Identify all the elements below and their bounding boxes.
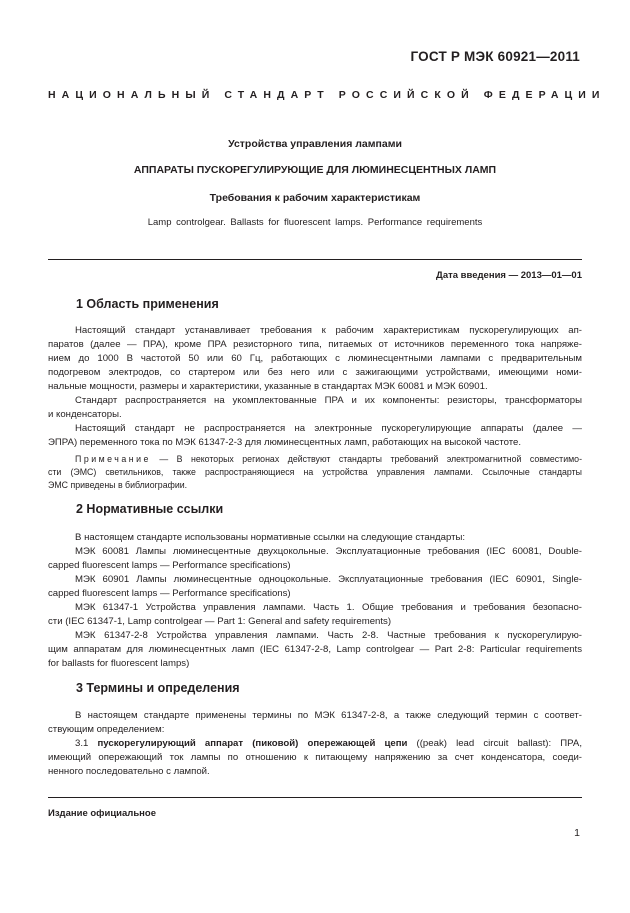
definition-term: пускорегулирующий аппарат (пиковой) опережающей цепи: [97, 738, 408, 749]
text-line: В настоящем стандарте применены термины по МЭК 61347-2-8, а также следующий термин с соответ-: [75, 710, 582, 721]
text-line: for ballasts for fluorescent lamps): [48, 658, 190, 669]
title-english: Lamp controlgear. Ballasts for fluorescent lamps. Performance requirements: [147, 217, 483, 228]
text-line: имеющий опережающий ток лампы по отношению к питающему напряжению за счет конденсатора, соеди-: [48, 752, 582, 763]
note-text: — В некоторых регионах действуют стандарты требований электромагнитной совместимо-: [150, 454, 582, 464]
note-line: [48, 453, 582, 466]
national-standard-banner: НАЦИОНАЛЬНЫЙ СТАНДАРТ РОССИЙСКОЙ ФЕДЕРАЦИИ: [48, 89, 606, 101]
section-3-heading: 3 Термины и определения: [76, 681, 240, 695]
definition-number: 3.1: [75, 738, 98, 749]
text-line: Настоящий стандарт не распространяется на электронные пускорегулирующие аппараты (далее —: [75, 423, 582, 434]
text-line: нальные мощности, размеры и характеристики, указанные в стандартах МЭК 60081 и МЭК 60901.: [48, 381, 488, 392]
text-line: Стандарт распространяется на укомплектованные ПРА и их компоненты: резисторы, трансформаторы: [75, 395, 582, 406]
definition-line: [48, 737, 582, 751]
footer-divider: [48, 797, 582, 798]
section-1-heading: 1 Область применения: [76, 297, 219, 311]
text-line: МЭК 60081 Лампы люминесцентные двухцокольные. Эксплуатационные требования (IEC 60081, Double-: [75, 546, 582, 557]
text-line: ствующим определением:: [48, 724, 165, 735]
text-line: МЭК 61347-2-8 Устройства управления лампами. Часть 2-8. Частные требования к пускорегулирую-: [75, 630, 582, 641]
title-main: АППАРАТЫ ПУСКОРЕГУЛИРУЮЩИЕ ДЛЯ ЛЮМИНЕСЦЕНТНЫХ ЛАМП: [133, 164, 497, 176]
text-line: нием до 1000 В частотой 50 или 60 Гц, работающих с люминесцентными лампами с предварительным: [48, 353, 582, 364]
section-2-heading: 2 Нормативные ссылки: [76, 502, 224, 516]
text-line: ненного последовательно с лампой.: [48, 766, 210, 777]
title-sub: Требования к рабочим характеристикам: [209, 192, 421, 204]
text-line: capped fluorescent lamps — Performance specifications): [48, 588, 291, 599]
text-line: Настоящий стандарт устанавливает требования к рабочим характеристикам пускорегулирующих ап-: [75, 325, 582, 336]
section-1-paragraph-1: [48, 324, 582, 394]
introduction-date: Дата введения — 2013—01—01: [436, 270, 582, 281]
title-group: Устройства управления лампами: [228, 138, 402, 150]
text-line: паратов (далее — ПРА), кроме ПРА резисторного типа, питаемых от источников переменного тока напряже-: [48, 339, 582, 350]
section-1-note: [48, 453, 582, 492]
text-line: ЭПРА) переменного тока по МЭК 61347-2-3 для люминесцентных ламп, работающих на высокой частоте.: [48, 437, 522, 448]
note-label: Примечание: [75, 454, 151, 464]
official-edition-label: Издание официальное: [48, 808, 156, 819]
note-line: ЭМС приведены в библиографии.: [48, 480, 188, 490]
text-line: МЭК 60901 Лампы люминесцентные одноцокольные. Эксплуатационные требования (IEC 60901, Single-: [75, 574, 582, 585]
text-line: подогревом электродов, со стартером или без него или с зажигающими устройствами, имеющими номи-: [48, 367, 582, 378]
text-line: МЭК 61347-1 Устройства управления лампами. Часть 1. Общие требования и требования безопасно-: [75, 602, 582, 613]
top-divider: [48, 259, 582, 260]
text-line: щим аппаратам для люминесцентных ламп (IEC 61347-2-8, Lamp controlgear — Part 2-8: Particular requirements: [48, 644, 582, 655]
text-line: и конденсаторы.: [48, 409, 122, 420]
text-line: сти (IEC 61347-1, Lamp controlgear — Part 1: General and safety requirements): [48, 616, 392, 627]
note-line: сти (ЭМС) светильников, также распространяющиеся на устройства управления лампами. Ссылочные стандарты: [48, 467, 582, 477]
section-3-body: [48, 709, 582, 779]
page-number: 1: [574, 827, 580, 839]
document-id: ГОСТ Р МЭК 60921—2011: [410, 49, 580, 64]
section-1-paragraph-3: [48, 422, 582, 450]
text-line: capped fluorescent lamps — Performance specifications): [48, 560, 291, 571]
section-1-paragraph-2: [48, 394, 582, 422]
text-line: В настоящем стандарте использованы нормативные ссылки на следующие стандарты:: [75, 532, 466, 543]
section-2-body: [48, 531, 582, 671]
definition-text: ((peak) lead circuit ballast): ПРА,: [407, 738, 582, 749]
